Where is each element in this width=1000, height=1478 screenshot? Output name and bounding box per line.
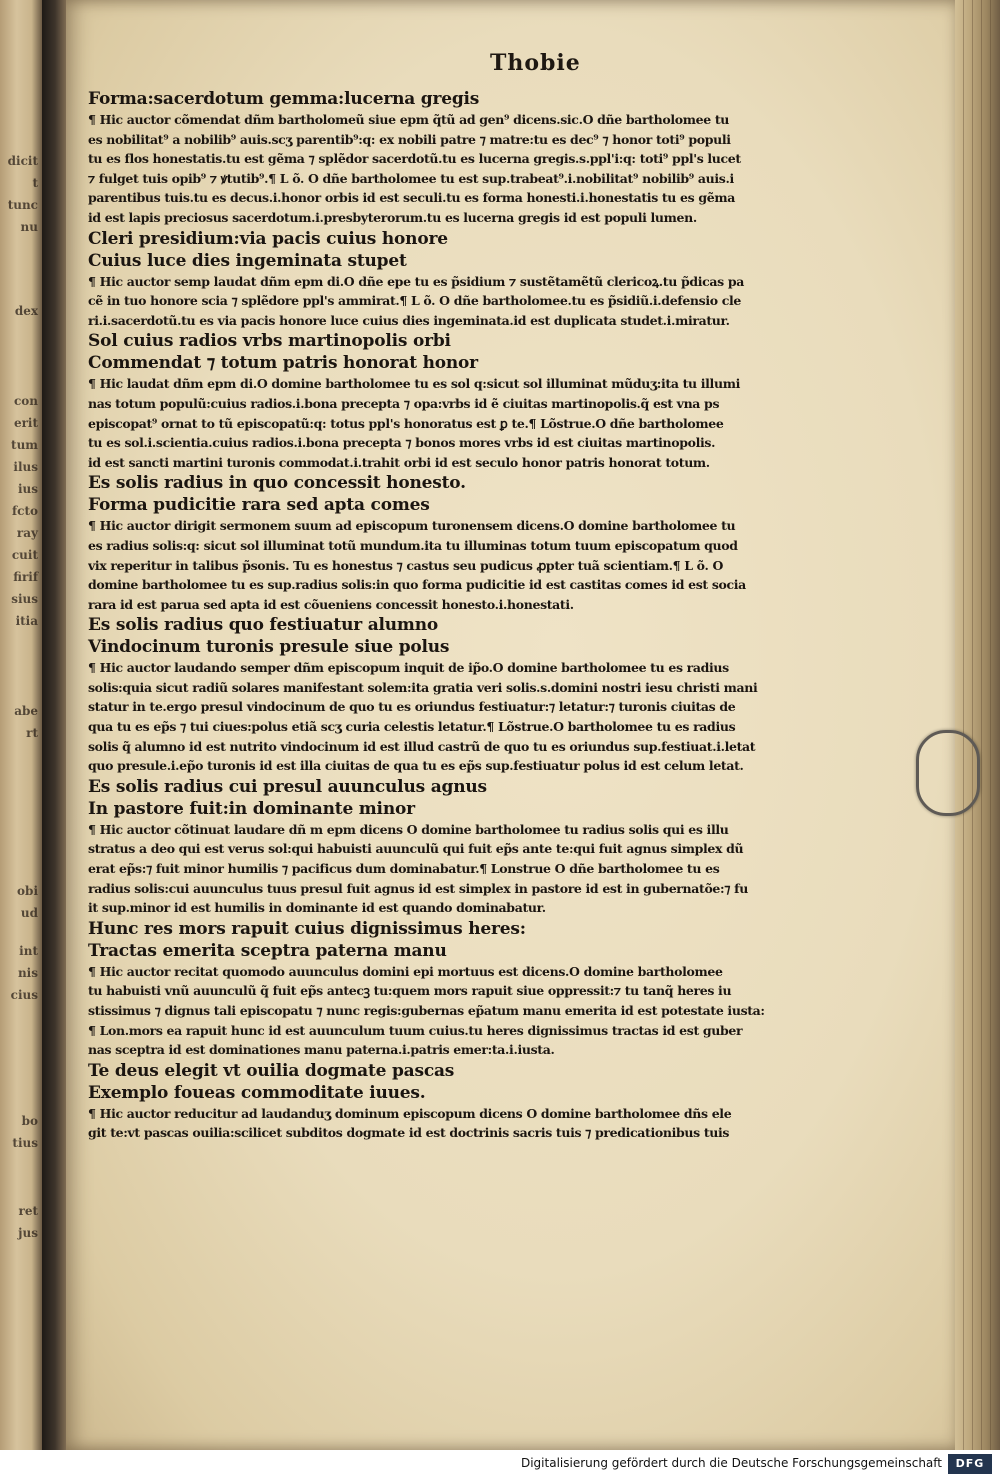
verse-line: Es solis radius in quo concessit honesto.	[88, 473, 466, 494]
commentary-line: stratus a deo qui est verus sol:qui habuisti auunculũ qui fuit ep̃s ante te:qui fuit agnus simplex dũ	[88, 841, 744, 857]
left-page-fragment: int	[19, 944, 38, 958]
page-clip-ring	[916, 730, 980, 816]
verse-line: Sol cuius radios vrbs martinopolis orbi	[88, 331, 451, 352]
commentary-line: rara id est parua sed apta id est cõueniens concessit honesto.i.honestati.	[88, 596, 574, 612]
left-page-fragment: tum	[11, 438, 38, 452]
verse-line: Commendat ⁊ totum patris honorat honor	[88, 353, 478, 374]
left-page-fragment: ius	[17, 482, 38, 496]
commentary-line: statur in te.ergo presul vindocinum de quo tu es oriundus festiuatur:⁊ letatur:⁊ turonis ciuitas de	[88, 699, 736, 715]
verse-line: Forma:sacerdotum gemma:lucerna gregis	[88, 89, 480, 109]
left-page-fragment: tunc	[7, 198, 38, 212]
left-page-fragment: tius	[12, 1136, 38, 1150]
commentary-line: ¶ Hic auctor cõmendat dñm bartholomeũ siue epm q̃tũ ad gen⁹ dicens.sic.O dñe bartholomee tu	[88, 112, 730, 127]
left-page-fragment: nis	[17, 966, 38, 980]
verse-line: Vindocinum turonis presule siue polus	[88, 637, 450, 658]
page-edge-line	[981, 0, 982, 1450]
left-page-fragment: t	[32, 176, 38, 190]
commentary-line: solis:quia sicut radiũ solares manifestant solem:ita gratia veri solis.s.domini nostri iesu christi mani	[88, 679, 758, 695]
verse-line: Cuius luce dies ingeminata stupet	[88, 250, 407, 271]
commentary-line: tu es flos honestatis.tu est gẽma ⁊ splẽdor sacerdotũ.tu es lucerna gregis.s.ppl'i:q: toti⁹ ppl's lucet	[88, 151, 741, 167]
left-page-fragment: con	[13, 394, 38, 408]
left-page-fragment: obi	[17, 884, 38, 898]
verse-line: Forma pudicitie rara sed apta comes	[88, 495, 430, 516]
left-page-fragment: fcto	[11, 504, 38, 518]
commentary-line: qua tu es ep̃s ⁊ tui ciues:polus etiã scʒ curia celestis letatur.¶ Lõstrue.O bartholomee tu es radius	[88, 719, 736, 735]
left-page-fragment: ilus	[13, 460, 38, 474]
left-page-fragment: erit	[13, 416, 38, 430]
commentary-line: tu habuisti vnũ auunculũ q̃ fuit ep̃s antecꝫ tu:quem mors rapuit siue oppressit:⁊ tu tanq̃ heres iu	[88, 983, 732, 999]
left-page-fragment: cius	[10, 988, 38, 1002]
left-page-fragment: sius	[11, 592, 38, 606]
verse-line: Es solis radius cui presul auunculus agnus	[88, 776, 487, 797]
verse-line: Hunc res mors rapuit cuius dignissimus heres:	[88, 918, 526, 939]
page-edges	[955, 0, 1000, 1450]
commentary-line: stissimus ⁊ dignus tali episcopatu ⁊ nunc regis:gubernas ep̃atum manu emerita id est potestate iusta:	[88, 1003, 765, 1018]
left-page-fragment: ray	[16, 526, 38, 540]
commentary-line: radius solis:cui auunculus tuus presul fuit agnus id est simplex in pastore id est in gubernatõe:⁊ fu	[88, 880, 748, 896]
verse-line: Tractas emerita sceptra paterna manu	[88, 940, 447, 961]
commentary-line: ¶ Hic auctor reducitur ad laudanduʒ dominum episcopum dicens O domine bartholomee dñs ele	[88, 1105, 732, 1121]
left-page-fragment: cuit	[11, 548, 38, 562]
commentary-line: ¶ Hic auctor dirigit sermonem suum ad episcopum turonensem dicens.O domine bartholomee tu	[88, 518, 736, 534]
page-edge-line	[963, 0, 964, 1450]
commentary-line: vix reperitur in talibus p̃sonis. Tu es honestus ⁊ castus seu pudicus ꝓpter tuã scientiam.¶ L õ. O	[88, 557, 723, 573]
commentary-line: nas sceptra id est dominationes manu paterna.i.patris emer:ta.i.iusta.	[88, 1042, 555, 1058]
commentary-line: es nobilitat⁹ a nobilib⁹ auis.scʒ parentib⁹:q: ex nobili patre ⁊ matre:tu es dec⁹ ⁊ honor toti⁹ populi	[88, 131, 731, 147]
commentary-line: ¶ Hic auctor semp laudat dñm epm di.O dñe epe tu es p̃sidium ⁊ sustẽtamẽtũ clericoꝝ.tu p̃dicas pa	[88, 273, 744, 289]
commentary-line: parentibus tuis.tu es decus.i.honor orbis id est seculi.tu es forma honesti.i.honestatis tu es gẽma	[88, 190, 735, 206]
verse-line: In pastore fuit:in dominante minor	[88, 798, 415, 819]
verse-line: Es solis radius quo festiuatur alumno	[88, 615, 439, 636]
left-page-fragment: itia	[15, 614, 38, 628]
commentary-line: tu es sol.i.scientia.cuius radios.i.bona precepta ⁊ bonos mores vrbs id est ciuitas martinopolis.	[88, 435, 716, 451]
commentary-line: episcopat⁹ ornat to tũ episcopatũ:q: totus ppl's honoratus est ꝑ te.¶ Lõstrue.O dñe bartholomee	[88, 415, 724, 431]
verse-line: Exemplo foueas commoditate iuues.	[88, 1082, 426, 1103]
text-block	[88, 88, 848, 1143]
page-edge-line	[990, 0, 991, 1450]
left-page-fragment: ret	[18, 1204, 38, 1218]
left-page-fragment: nu	[20, 220, 38, 234]
verse-line: Cleri presidium:via pacis cuius honore	[88, 228, 448, 249]
commentary-line: cẽ in tuo honore scia ⁊ splẽdore ppl's ammirat.¶ L õ. O dñe bartholomee.tu es p̃sidiũ.i.defensio cle	[88, 293, 742, 309]
footer-bar	[0, 1450, 1000, 1478]
verse-line: Te deus elegit vt ouilia dogmate pascas	[88, 1060, 455, 1081]
left-page-fragment: bo	[21, 1114, 38, 1128]
dfg-logo: DFG	[948, 1454, 992, 1474]
book-gutter	[42, 0, 68, 1478]
commentary-line: it sup.minor id est humilis in dominante id est quando dominabatur.	[88, 900, 546, 916]
commentary-line: ¶ Hic laudat dñm epm di.O domine bartholomee tu es sol q:sicut sol illuminat mũduʒ:ita tu illumi	[88, 376, 740, 392]
running-head: Thobie	[490, 50, 581, 76]
commentary-line: quo presule.i.ep̃o turonis id est illa ciuitas de qua tu es ep̃s sup.festiuatur polus id est celum letat.	[88, 758, 744, 774]
left-page-fragment: dicit	[7, 154, 38, 168]
commentary-line: ¶ Hic auctor laudando semper dñm episcopum inquit de ip̃o.O domine bartholomee tu es radius	[88, 660, 729, 676]
commentary-line: erat ep̃s:⁊ fuit minor humilis ⁊ pacificus dum dominabatur.¶ Lonstrue O dñe bartholomee tu es	[88, 861, 720, 877]
commentary-line: git te:vt pascas ouilia:scilicet subditos dogmate id est doctrinis sacris tuis ⁊ predicationibus tuis	[88, 1125, 730, 1141]
commentary-line: solis q̃ alumno id est nutrito vindocinum id est illud castrũ de quo tu es oriundus sup.festiuat.i.letat	[88, 738, 756, 754]
left-page-fragment: firif	[13, 570, 38, 584]
commentary-line: ri.i.sacerdotũ.tu es via pacis honore luce cuius dies ingeminata.id est duplicata studet.i.miratur.	[88, 312, 730, 328]
left-facing-page	[0, 0, 42, 1478]
commentary-line: ¶ Hic auctor cõtinuat laudare dñ m epm dicens O domine bartholomee tu radius solis qui es illu	[88, 821, 729, 837]
left-page-fragment: jus	[18, 1226, 38, 1240]
commentary-line: domine bartholomee tu es sup.radius solis:in quo forma pudicitie id est castitas comes id est socia	[88, 577, 746, 593]
left-page-fragment: dex	[14, 304, 38, 318]
left-page-fragment: ud	[20, 906, 38, 920]
commentary-line: id est lapis preciosus sacerdotum.i.presbyterorum.tu es lucerna gregis id est populi lumen.	[88, 209, 697, 225]
commentary-line: id est sancti martini turonis commodat.i.trahit orbi id est seculo honor patris honorat totum.	[88, 454, 710, 470]
left-page-fragment: abe	[14, 704, 38, 718]
commentary-line: ⁊ fulget tuis opib⁹ ⁊ ꝟtutib⁹.¶ L õ. O dñe bartholomee tu est sup.trabeat⁹.i.nobilitat⁹ nobilib⁹ auis.i	[88, 170, 734, 186]
commentary-line: nas totum populũ:cuius radios.i.bona precepta ⁊ opa:vrbs id ẽ ciuitas martinopolis.q̃ est vna ps	[88, 395, 720, 411]
commentary-line: ¶ Lon.mors ea rapuit hunc id est auunculum tuum cuius.tu heres dignissimus tractas id est guber	[88, 1022, 743, 1038]
footer-credit: Digitalisierung gefördert durch die Deutsche Forschungsgemeinschaft	[520, 1456, 942, 1470]
commentary-line: es radius solis:q: sicut sol illuminat totũ mundum.ita tu illuminas totum tuum episcopatum quod	[88, 537, 738, 553]
page-edge-line	[972, 0, 973, 1450]
left-page-fragment: rt	[26, 726, 38, 740]
commentary-line: ¶ Hic auctor recitat quomodo auunculus domini epi mortuus est dicens.O domine bartholomee	[88, 963, 723, 979]
